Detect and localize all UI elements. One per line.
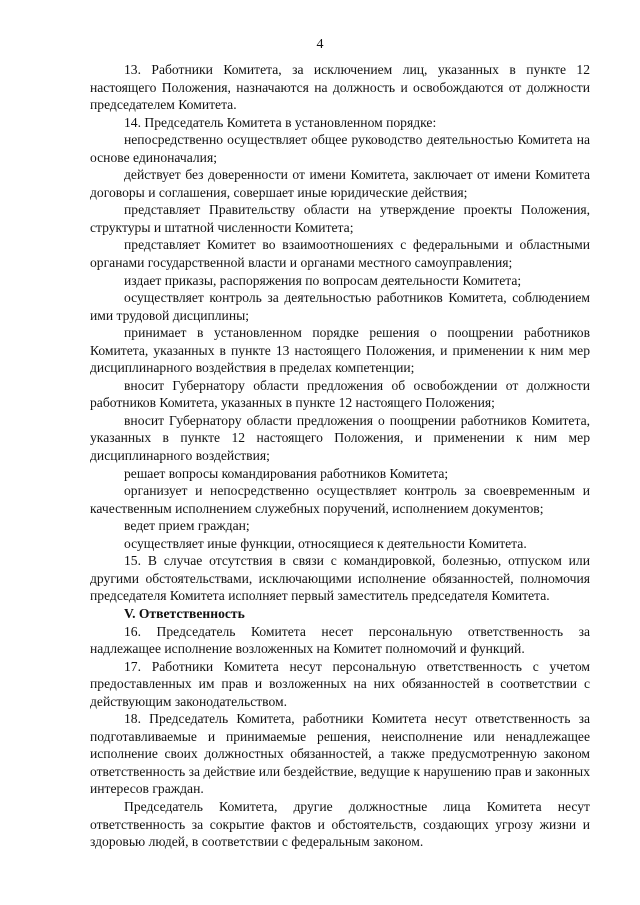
- paragraph-14-item: вносит Губернатору области предложения о поощрении работников Комитета, указанных в пункте 12 настоящего Положения, и применении к ним мер дисциплинарного воздействия;: [90, 412, 590, 464]
- paragraph-16: 16. Председатель Комитета несет персональную ответственность за надлежащее исполнение возложенных на Комитет полномочий и функций.: [90, 623, 590, 657]
- paragraph-14-item: организует и непосредственно осуществляет контроль за своевременным и качественным исполнением служебных поручений, исполнением документов;: [90, 483, 590, 516]
- paragraph-14: 14. Председатель Комитета в установленном порядке:: [124, 114, 437, 130]
- paragraph-final: Председатель Комитета, другие должностные лица Комитета несут ответственность за сокрытие фактов и обстоятельств, создающих угрозу жизни и здоровью людей, в соответствии с федеральным законом.: [90, 798, 590, 850]
- paragraph-14-item: решает вопросы командирования работников Комитета;: [124, 465, 449, 481]
- paragraph-14-item: принимает в установленном порядке решения о поощрении работников Комитета, указанных в пункте 13 настоящего Положения, и применении к ним мер дисциплинарного воздействия в пределах компетенции;: [90, 325, 590, 376]
- section-heading: V. Ответственность: [124, 605, 245, 621]
- paragraph-17: 17. Работники Комитета несут персональную ответственность с учетом предоставленных им прав и возложенных на них обязанностей в соответствии с действующим законодательством.: [90, 658, 590, 709]
- paragraph-14-item: осуществляет контроль за деятельностью работников Комитета, соблюдением ими трудовой дисциплины;: [90, 290, 590, 323]
- paragraph-15: 15. В случае отсутствия в связи с командировкой, болезнью, отпуском или другими обстоятельствами, исключающими исполнение обязанностей, полномочия председателя Комитета исполняет первый заместитель председателя Комитета.: [90, 553, 590, 604]
- paragraph-13: 13. Работники Комитета, за исключением лиц, указанных в пункте 12 настоящего Положения, назначаются на должность и освобождаются от должности председателем Комитета.: [90, 62, 590, 113]
- paragraph-14-item: представляет Комитет во взаимоотношениях с федеральными и областными органами государственной власти и органами местного самоуправления;: [90, 237, 590, 271]
- paragraph-14-item: издает приказы, распоряжения по вопросам деятельности Комитета;: [124, 272, 522, 288]
- paragraph-18: 18. Председатель Комитета, работники Комитета несут ответственность за подготавливаемые и принимаемые решения, неисполнение или ненадлежащее исполнение своих должностных обязанностей, а также предусмотренную законом ответственность за действие или бездействие, ведущие к нарушению прав и законных интересов граждан.: [90, 711, 590, 797]
- document-body: [90, 61, 590, 851]
- paragraph-14-item: ведет прием граждан;: [124, 518, 250, 534]
- paragraph-14-item: непосредственно осуществляет общее руководство деятельностью Комитета на основе единоначалия;: [90, 132, 590, 165]
- paragraph-14-item: действует без доверенности от имени Комитета, заключает от имени Комитета договоры и соглашения, совершает иные юридические действия;: [90, 167, 590, 200]
- paragraph-14-item: вносит Губернатору области предложения об освобождении от должности работников Комитета, указанных в пункте 12 настоящего Положения;: [90, 377, 590, 411]
- paragraph-14-item: представляет Правительству области на утверждение проекты Положения, структуры и штатной численности Комитета;: [90, 202, 590, 235]
- page-number: 4: [316, 37, 324, 52]
- paragraph-14-item: осуществляет иные функции, относящиеся к деятельности Комитета.: [124, 535, 527, 551]
